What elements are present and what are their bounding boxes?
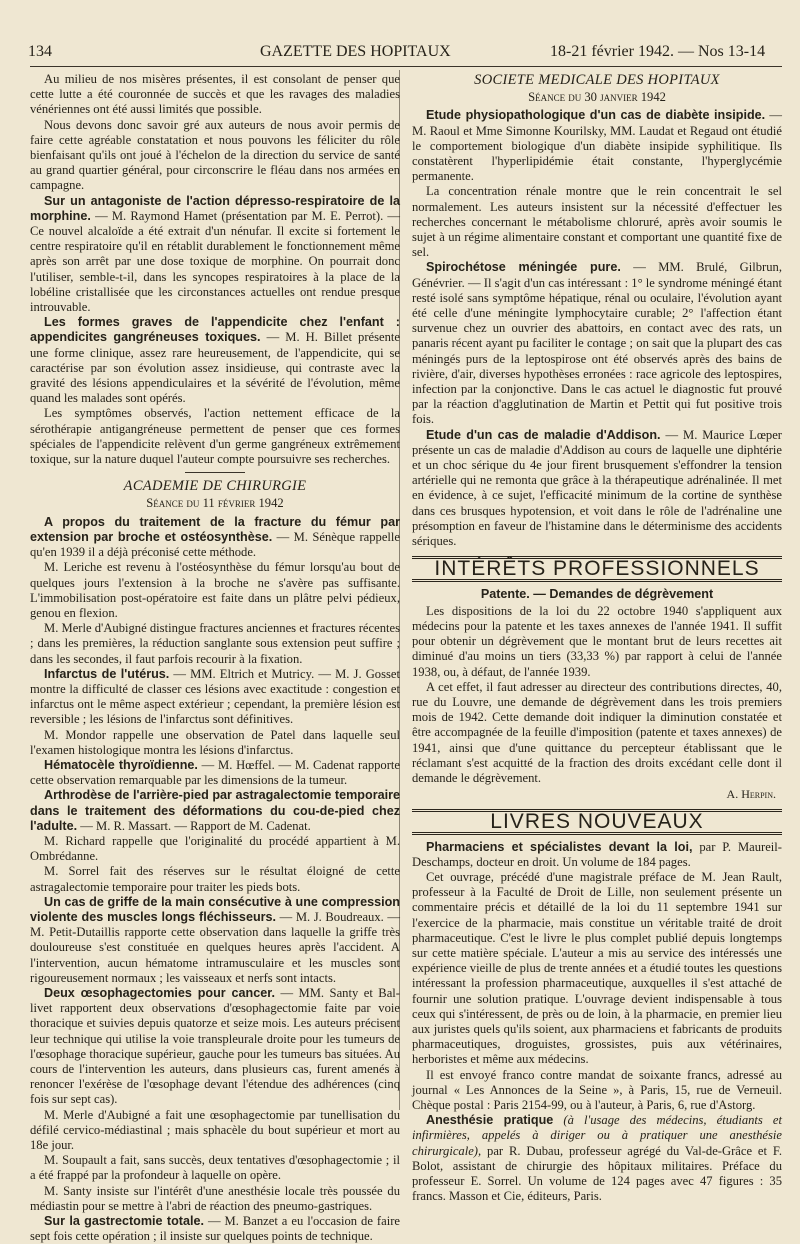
article-title: Un cas de griffe de la main consécutive à une compression violente des muscles longs fléchisseurs. — [30, 894, 400, 924]
right-column — [412, 72, 782, 1204]
article-title: Arthrodèse de l'arrière-pied par astragalectomie temporaire dans le traitement des déformations du cou-de-pied chez l'adulte. — [30, 788, 400, 833]
paragraph: M. Sorrel fait des réserves sur le résultat éloigné de cette astragalectomie temporaire pour traiter les pieds bots. — [30, 864, 400, 894]
article-title: Infarctus de l'utérus. — [44, 666, 170, 681]
paragraph: M. Merle d'Aubigné a fait une œsophagectomie par tunellisation du défilé cervico-médiastinal ; mais sphacèle du bout supérieur et mort au 18e jour. — [30, 1107, 400, 1153]
header-rule — [30, 66, 782, 67]
session-date: Séance du 30 janvier 1942 — [528, 90, 666, 105]
paragraph: La concentration rénale montre que le rein concentrait le sel normalement. Les auteurs insistent sur la nécessité d'effectuer les recherches concernant le métabolisme chloruré, après avoir soumis le sujet à un régime alimentaire constant et comportant une quantité fixe de sel. — [412, 184, 782, 260]
paragraph: Cet ouvrage, précédé d'une magistrale préface de M. Jean Rault, professeur à la Faculté de Droit de Lille, non seulement présente un commentaire précis et détaillé de la loi du 11 septembre 1941 sur l'exercice de la pharmacie, mais constitue un véritable traité de droit pharmaceutique. C'est le livre le plus complet publié depuis longtemps sur cette matière spéciale. L'auteur a mis au service des intéressés une expérience vieille de plus de trente années et a étudié toutes les questions intéressant la profession pharmaceutique, auxquelles il s'est attaché de fournir une solution pratique. L'ouvrage devient indispensable à tous ceux qui s'intéressent, de près ou de loin, à la pharmacie, en premier lieu aux juristes quels qu'ils soient, aux pharmaciens et fabricants de produits pharmaceutiques, droguistes, grossistes, puis aux vétérinaires, herboristes et même aux médecins. — [412, 869, 782, 1067]
paragraph: Les symptômes observés, l'action nettement efficace de la sérothérapie antigangréneuse permettent de penser que ces formes spéciales de l'appendicite relèvent d'un germe gangréneux extrêmement toxique, sur la nature duquel l'auteur compte poursuivre ses recherches. — [30, 406, 400, 467]
divider — [185, 472, 245, 473]
article-title: Etude d'un cas de maladie d'Addison. — [426, 427, 661, 442]
paragraph: Il est envoyé franco contre mandat de soixante francs, adressé au journal « Les Annonces de la Seine », à Paris, 15, rue de Verneuil. Chèque postal : Paris 2154-99, ou à l'auteur, à Paris, 6, rue d'Astorg. — [412, 1067, 782, 1112]
page-number: 134 — [28, 43, 52, 60]
paragraph: M. Richard rappelle que l'originalité du procédé appartient à M. Ombrédanne. — [30, 833, 400, 864]
article-title: Les formes graves de l'appendicite chez l'enfant : appendicites gangréneuses toxiques. — [30, 315, 400, 345]
paragraph: Nous devons donc savoir gré aux auteurs de nous avoir permis de faire cette agréable constatation et nous pouvons les féliciter du rôle bienfaisant qu'ils ont joué à l'échelon de la direction du service de santé au grand quartier général, pour circonscrire le fléau dans nos armées en campagne. — [30, 117, 400, 193]
running-header — [28, 40, 780, 64]
paragraph: A cet effet, il faut adresser au directeur des contributions directes, 40, rue du Louvre, une demande de dégrèvement dans les trois premiers mois de 1942. Cette demande doit indiquer la diminution constatée et être accompagnée de la feuille d'imposition (patente et taxes annexes) de 1941, ainsi que d'une quittance du percepteur établissant que le réclamant s'est acquitté de la fraction des droits excédant celle dont il demande le dégrèvement. — [412, 679, 782, 785]
paragraph: Au milieu de nos misères présentes, il est consolant de penser que cette lutte a été couronnée de succès et que les ravages des maladies vénériennes ont été aussi limités que possible. — [30, 72, 400, 117]
paragraph: M. Merle d'Aubigné distingue fractures anciennes et fractures récentes ; dans les premières, la réduction sanglante sous extension peut suffire ; dans les secondes, il faut parfois recourir à la fixation. — [30, 621, 400, 666]
section-banner: INTÉRÊTS PROFESSIONNELS — [412, 556, 782, 581]
article: Etude d'un cas de maladie d'Addison. — M. Maurice Lœper présente un cas de maladie d'Addison au cours de laquelle une diphtérie et un choc sérique du 4e jour firent brusquement s'effondrer la tension artérielle qui ne remonta que grâce à la thérapeutique adrénalinée. Il met en évidence, à ce sujet, l'efficacité minimum de la cortine de synthèse dans ces brusques hypotension, et voit dans le rôle de l'adrénaline une présomption en faveur de l'histamine dans le déterminisme des accidents sériques. — [412, 427, 782, 549]
article: Hématocèle thyroïdienne. — M. Hœffel. — M. Cadenat rapporte cette observation remarquable par les dimensions de la tumeur. — [30, 757, 400, 788]
article: Sur la gastrectomie totale. — M. Banzet a eu l'occasion de faire sept fois cette opération ; il insiste sur quelques points de technique. — [30, 1214, 400, 1244]
article-title: Hématocèle thyroïdienne. — [44, 757, 198, 772]
article: Spirochétose méningée pure. — MM. Brulé, Gilbrun, Génévrier. — Il s'agit d'un cas intéressant : 1° le syndrome méningé étant resté isolé sans symptôme hépatique, rénal ou oculaire, l'évolution ayant été celle d'une méningite lymphocytaire curable; 2° l'affection étant survenue chez un ouvrier des abattoirs, en contact avec des rats, un panaris récent ayant pu faciliter le contage ; on sait que la plupart des cas méningés purs de la leptospirose ont été observés après des bains de rivière, d'air, diverses hypothèses erronées : race agricole des leptospires, infection par la conjonctive. Dans le cas actuel le diagnostic fut prouvé par la réaction d'agglutination de Martin et Pettit qui fut positive trois fois. — [412, 260, 782, 427]
article: Un cas de griffe de la main consécutive à une compression violente des muscles longs fléchisseurs. — M. J. Boudreaux. — M. Petit-Dutaillis rapporte cette observation dans laquelle la griffe très douloureuse s'est constituée en quelques heures après l'accident. A l'intervention, aucun hématome intramusculaire et les muscles sont rigoureusement normaux ; les vaisseaux et nerfs sont intacts. — [30, 894, 400, 985]
article-title: Etude physiopathologique d'un cas de diabète insipide. — [426, 108, 766, 123]
article-title: Sur la gastrectomie totale. — [44, 1214, 204, 1229]
article-title: Spirochétose méningée pure. — [426, 260, 621, 275]
section-heading: ACADEMIE DE CHIRURGIE — [123, 478, 307, 495]
article: Deux œsophagectomies pour cancer. — MM. Santy et Bal-livet rapportent deux observations d'œsophagectomie faite par voie thoracique et suivies depuis quatorze et seize mois. Les auteurs précisent leur technique qui utilise la voie transpleurale droite pour les tumeurs de l'œsophage thoracique supérieur, gauche pour les tumeurs bas situées. Au cours de l'intervention les auteurs, dans plusieurs cas, furent amenés à renoncer l'exérèse de l'œsophage devant l'étendue des adhérences (cinq fois sur sept cas). — [30, 985, 400, 1107]
article-title: Sur un antagoniste de l'action dépresso-respiratoire de la morphine. — [30, 193, 400, 223]
paragraph: M. Mondor rappelle une observation de Patel dans laquelle seul l'examen histologique montra les lésions d'infarctus. — [30, 727, 400, 757]
article-title: Patente. — Demandes de dégrèvement — [480, 586, 714, 601]
article-title: A propos du traitement de la fracture du fémur par extension par broche et ostéosynthèse. — [30, 514, 400, 544]
book-title: Pharmaciens et spécialistes devant la loi, — [426, 839, 693, 854]
article: Les formes graves de l'appendicite chez l'enfant : appendicites gangréneuses toxiques. — M. H. Billet présente une forme clinique, assez rare heureusement, de l'appendicite, qui se caractérise par son évolution assez insidieuse, qui contraste avec la gravité des lésions appendiculaires et la sévérité de l'évolution, même quand les malades sont opérés. — [30, 315, 400, 406]
article: Pharmaciens et spécialistes devant la loi, par P. Maureil-Deschamps, docteur en droit. Un volume de 184 pages. — [412, 839, 782, 869]
paragraph: M. Soupault a fait, sans succès, deux tentatives d'œsophagectomie ; il a été frappé par la profondeur à laquelle on opère. — [30, 1153, 400, 1183]
author-signature: A. Herpin. — [726, 787, 776, 802]
article: Anesthésie pratique (à l'usage des médecins, étudiants et infirmières, appelés à diriger ou à pratiquer une anesthésie chirurgicale), par R. Dubau, professeur agrégé du Val-de-Grâce et F. Bolot, assistant de chirurgie des hôpitaux militaires. Préface du professeur E. Sorrel. Un volume de 124 pages avec 47 figures : 35 francs. Masson et Cie, éditeurs, Paris. — [412, 1113, 782, 1204]
article-title: Deux œsophagectomies pour cancer. — [44, 985, 275, 1000]
left-column — [30, 72, 400, 1244]
session-date: Séance du 11 février 1942 — [146, 496, 284, 511]
article: A propos du traitement de la fracture du fémur par extension par broche et ostéosynthèse. — M. Sénèque rappelle qu'en 1939 il a déjà préconisé cette méthode. — [30, 514, 400, 560]
article: Etude physiopathologique d'un cas de diabète insipide. — M. Raoul et Mme Simonne Kourilsky, MM. Laudat et Regaud ont étudié le comportement biologique d'un diabète insipide syphilitique. Ils constatèrent l'hyperlipidémie était constante, l'hyperglycémie permanente. — [412, 108, 782, 184]
article: Sur un antagoniste de l'action dépresso-respiratoire de la morphine. — M. Raymond Hamet (présentation par M. E. Perrot). — Ce nouvel alcaloïde a été extrait d'un nénufar. Il excite si fortement le centre respiratoire qu'il en rétablit durablement le fonctionnement même après son arrêt par une dose toxique de morphine. On pourrait donc l'utiliser, semble-t-il, dans les syncopes respiratoires à la place de la lobéline cristallisée que les circonstances actuelles ont rendue presque introuvable. — [30, 193, 400, 315]
paragraph: M. Santy insiste sur l'intérêt d'une anesthésie locale très poussée du médiastin pour se mettre à l'abri de réaction des pneumo-gastriques. — [30, 1183, 400, 1213]
paragraph: M. Leriche est revenu à l'ostéosynthèse du fémur lorsqu'au bout de quelques jours l'extension à la broche ne s'avère pas suffisante. L'immobilisation post-opératoire est faite dans un plâtre pelvi pédieux, genou en flexion. — [30, 560, 400, 620]
issue-date: 18-21 février 1942. — Nos 13-14 — [550, 43, 766, 60]
journal-title: GAZETTE DES HOPITAUX — [260, 43, 451, 60]
paragraph: Les dispositions de la loi du 22 octobre 1940 s'appliquent aux médecins pour la patente et les taxes annexes de l'année 1941. Il suffit pour obtenir un dégrèvement que le montant brut de leurs recettes ait diminué d'au moins un tiers (33,33 %) par rapport à celui de l'année 1938, ou, à défaut, de l'année 1939. — [412, 603, 782, 679]
section-banner: LIVRES NOUVEAUX — [412, 809, 782, 834]
book-title: Anesthésie pratique — [426, 1113, 554, 1128]
article: Infarctus de l'utérus. — MM. Eltrich et Mutricy. — M. J. Gosset montre la difficulté de classer ces lésions avec exactitude : congestion et infarctus ont le même aspect extérieur ; cependant, la première lésion est reversible ; les lésions de l'infarctus sont définitives. — [30, 666, 400, 727]
article: Arthrodèse de l'arrière-pied par astragalectomie temporaire dans le traitement des déformations du cou-de-pied chez l'adulte. — M. R. Massart. — Rapport de M. Cadenat. — [30, 788, 400, 833]
section-heading: SOCIETE MEDICALE DES HOPITAUX — [474, 72, 720, 88]
